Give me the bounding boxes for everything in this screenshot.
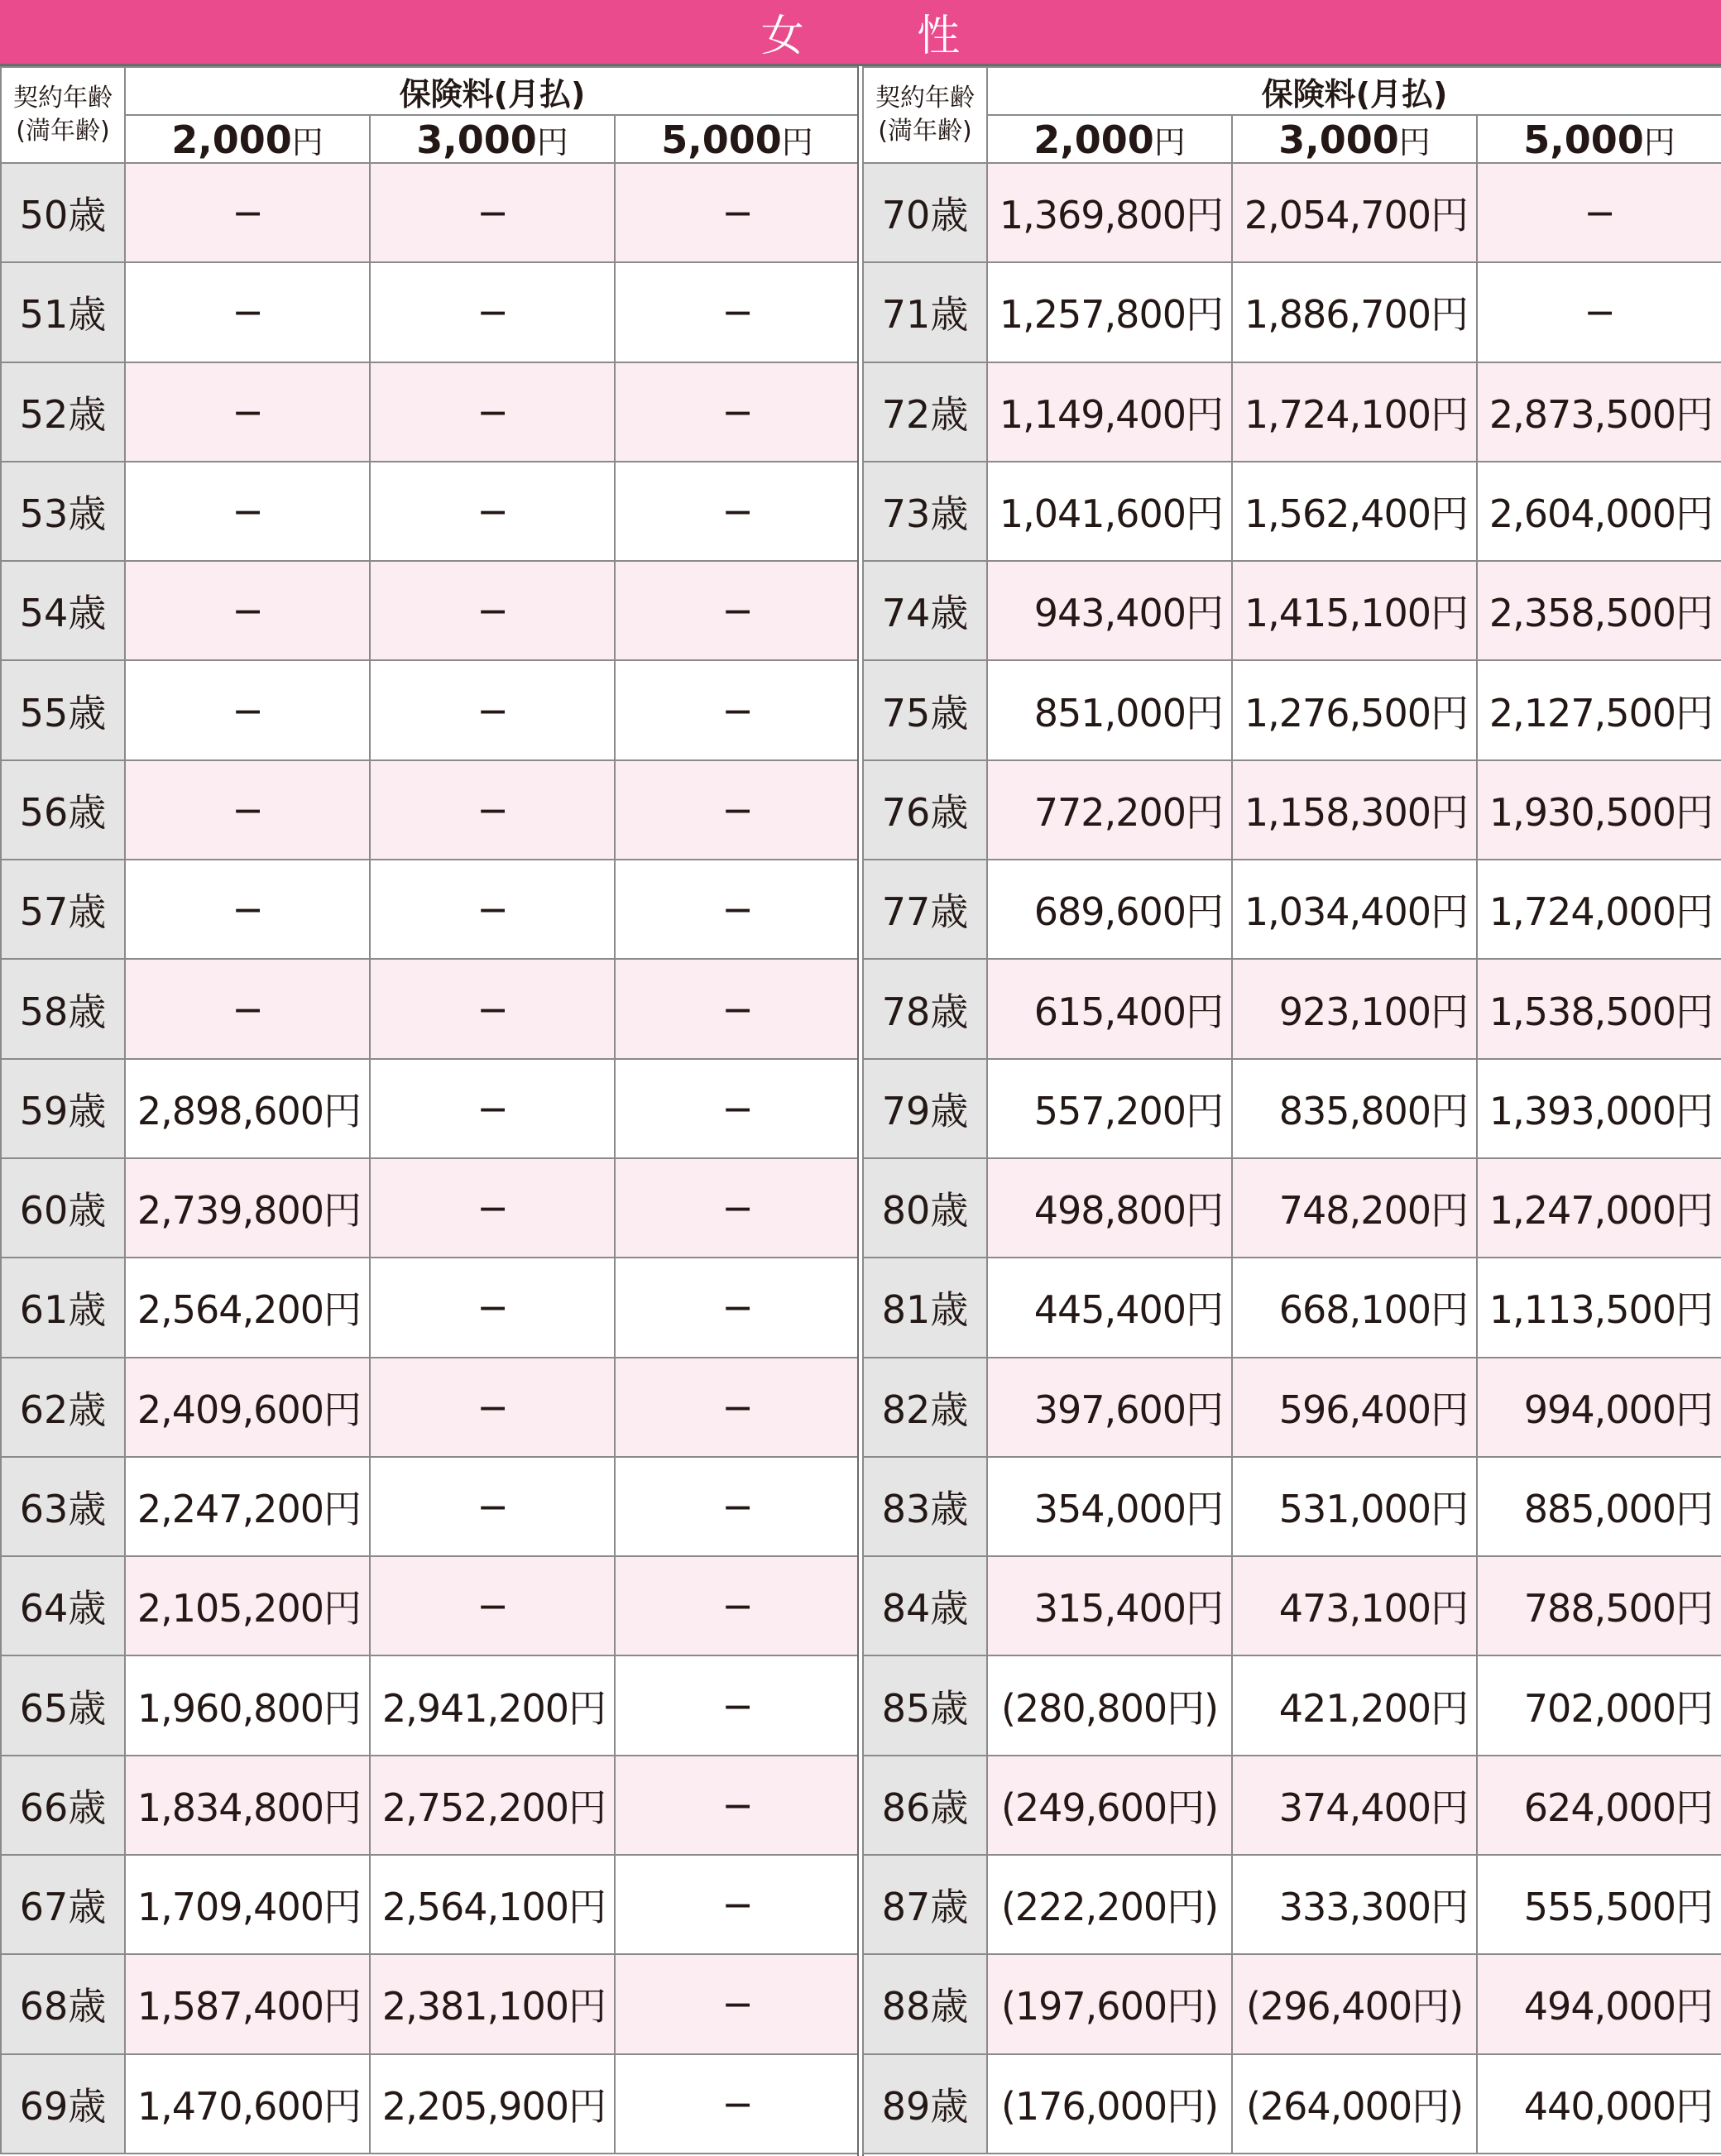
premium-value-cell: (280,800円): [987, 1655, 1232, 1755]
age-cell: 86歳: [863, 1756, 987, 1855]
table-row: [863, 462, 1721, 561]
premium-value-cell: 473,100円: [1232, 1556, 1477, 1655]
age-cell: 61歳: [1, 1258, 125, 1357]
premium-value-cell: 2,898,600円: [125, 1059, 370, 1158]
premium-value-cell: 668,100円: [1232, 1258, 1477, 1357]
premium-value-cell: 1,276,500円: [1232, 660, 1477, 759]
premium-value-cell: 1,041,600円: [987, 462, 1232, 561]
premium-value-cell: 772,200円: [987, 760, 1232, 860]
premium-value-cell: 2,564,200円: [125, 1258, 370, 1357]
amount-header-5000: 5,000円: [1477, 115, 1721, 163]
premium-value-cell: 2,873,500円: [1477, 362, 1721, 462]
premium-value-cell: −: [370, 1358, 615, 1457]
age-cell: 62歳: [1, 1358, 125, 1457]
table-row: [1, 462, 860, 561]
table-row: [863, 660, 1721, 759]
premium-value-cell: −: [125, 163, 370, 262]
age-cell: 50歳: [1, 163, 125, 262]
premium-value-cell: −: [615, 760, 860, 860]
table-row: [863, 1158, 1721, 1258]
table-row: [863, 561, 1721, 660]
premium-value-cell: 1,587,400円: [125, 1954, 370, 2053]
table-row: [1, 660, 860, 759]
premium-value-cell: 2,409,600円: [125, 1358, 370, 1457]
premium-value-cell: 1,724,100円: [1232, 362, 1477, 462]
premium-value-cell: −: [125, 860, 370, 959]
premium-value-cell: −: [615, 1756, 860, 1855]
age-cell: 59歳: [1, 1059, 125, 1158]
age-cell: 70歳: [863, 163, 987, 262]
age-cell: 57歳: [1, 860, 125, 959]
premium-value-cell: −: [370, 262, 615, 362]
premium-value-cell: 440,000円: [1477, 2054, 1721, 2154]
age-cell: 77歳: [863, 860, 987, 959]
premium-value-cell: −: [615, 462, 860, 561]
premium-value-cell: 885,000円: [1477, 1457, 1721, 1556]
age-cell: 67歳: [1, 1855, 125, 1954]
table-row: [863, 1756, 1721, 1855]
age-cell: 81歳: [863, 1258, 987, 1357]
age-cell: 83歳: [863, 1457, 987, 1556]
age-cell: 54歳: [1, 561, 125, 660]
premium-value-cell: (296,400円): [1232, 1954, 1477, 2053]
premium-column-header: 保険料(月払): [987, 67, 1721, 115]
premium-value-cell: −: [1477, 262, 1721, 362]
table-row: [863, 1556, 1721, 1655]
table-row: [863, 1855, 1721, 1954]
premium-value-cell: 851,000円: [987, 660, 1232, 759]
table-row: [863, 860, 1721, 959]
age-cell: 76歳: [863, 760, 987, 860]
table-row: [863, 1258, 1721, 1357]
age-column-header: 契約年齢 (満年齢): [863, 67, 987, 163]
premium-value-cell: 1,369,800円: [987, 163, 1232, 262]
premium-value-cell: 2,054,700円: [1232, 163, 1477, 262]
table-row: [863, 1059, 1721, 1158]
premium-value-cell: −: [615, 1158, 860, 1258]
premium-value-cell: 2,381,100円: [370, 1954, 615, 2053]
premium-value-cell: 1,393,000円: [1477, 1059, 1721, 1158]
premium-value-cell: −: [125, 362, 370, 462]
premium-value-cell: 2,739,800円: [125, 1158, 370, 1258]
age-cell: 69歳: [1, 2054, 125, 2154]
premium-value-cell: −: [615, 1655, 860, 1755]
premium-value-cell: −: [125, 959, 370, 1058]
premium-value-cell: 2,105,200円: [125, 1556, 370, 1655]
age-cell: 74歳: [863, 561, 987, 660]
table-row: [863, 1457, 1721, 1556]
age-cell: 82歳: [863, 1358, 987, 1457]
age-cell: 79歳: [863, 1059, 987, 1158]
premium-value-cell: −: [125, 561, 370, 660]
premium-value-cell: (176,000円): [987, 2054, 1232, 2154]
premium-value-cell: −: [370, 362, 615, 462]
age-cell: 88歳: [863, 1954, 987, 2053]
premium-value-cell: −: [370, 462, 615, 561]
age-cell: 58歳: [1, 959, 125, 1058]
premium-value-cell: 923,100円: [1232, 959, 1477, 1058]
table-body-right: [863, 163, 1721, 2154]
premium-value-cell: 1,415,100円: [1232, 561, 1477, 660]
premium-value-cell: 421,200円: [1232, 1655, 1477, 1755]
premium-table-right: [862, 66, 1721, 2154]
premium-value-cell: 397,600円: [987, 1358, 1232, 1457]
premium-value-cell: 315,400円: [987, 1556, 1232, 1655]
table-body-left: [1, 163, 860, 2154]
age-cell: 55歳: [1, 660, 125, 759]
table-row: [863, 1954, 1721, 2053]
age-cell: 60歳: [1, 1158, 125, 1258]
premium-value-cell: (249,600円): [987, 1756, 1232, 1855]
amount-header-2000: 2,000円: [987, 115, 1232, 163]
premium-value-cell: −: [370, 1258, 615, 1357]
premium-value-cell: −: [370, 561, 615, 660]
premium-value-cell: 2,564,100円: [370, 1855, 615, 1954]
premium-value-cell: −: [370, 760, 615, 860]
premium-value-cell: 374,400円: [1232, 1756, 1477, 1855]
table-row: [1, 262, 860, 362]
premium-value-cell: 557,200円: [987, 1059, 1232, 1158]
premium-value-cell: (264,000円): [1232, 2054, 1477, 2154]
premium-value-cell: 531,000円: [1232, 1457, 1477, 1556]
age-cell: 84歳: [863, 1556, 987, 1655]
premium-value-cell: 1,034,400円: [1232, 860, 1477, 959]
premium-value-cell: 445,400円: [987, 1258, 1232, 1357]
premium-value-cell: −: [615, 2054, 860, 2154]
premium-value-cell: −: [370, 1556, 615, 1655]
premium-value-cell: 1,562,400円: [1232, 462, 1477, 561]
table-row: [1, 1158, 860, 1258]
premium-value-cell: (197,600円): [987, 1954, 1232, 2053]
premium-value-cell: 596,400円: [1232, 1358, 1477, 1457]
premium-value-cell: 1,149,400円: [987, 362, 1232, 462]
age-cell: 80歳: [863, 1158, 987, 1258]
table-row: [1, 1059, 860, 1158]
amount-header-3000: 3,000円: [370, 115, 615, 163]
premium-value-cell: 1,538,500円: [1477, 959, 1721, 1058]
premium-value-cell: 2,941,200円: [370, 1655, 615, 1755]
premium-table-left: [0, 66, 860, 2154]
premium-value-cell: 994,000円: [1477, 1358, 1721, 1457]
premium-value-cell: −: [370, 1158, 615, 1258]
premium-value-cell: 835,800円: [1232, 1059, 1477, 1158]
premium-value-cell: −: [615, 959, 860, 1058]
premium-value-cell: 788,500円: [1477, 1556, 1721, 1655]
premium-value-cell: −: [615, 1855, 860, 1954]
table-row: [1, 1457, 860, 1556]
premium-value-cell: −: [370, 163, 615, 262]
premium-value-cell: −: [615, 1358, 860, 1457]
premium-value-cell: 615,400円: [987, 959, 1232, 1058]
age-cell: 72歳: [863, 362, 987, 462]
table-row: [863, 2054, 1721, 2154]
table-row: [1, 362, 860, 462]
table-row: [1, 1556, 860, 1655]
table-row: [863, 362, 1721, 462]
premium-value-cell: 1,470,600円: [125, 2054, 370, 2154]
premium-value-cell: 2,752,200円: [370, 1756, 615, 1855]
premium-value-cell: −: [125, 760, 370, 860]
amount-header-5000: 5,000円: [615, 115, 860, 163]
age-column-header: 契約年齢 (満年齢): [1, 67, 125, 163]
amount-header-2000: 2,000円: [125, 115, 370, 163]
premium-value-cell: 2,604,000円: [1477, 462, 1721, 561]
premium-value-cell: 498,800円: [987, 1158, 1232, 1258]
age-cell: 53歳: [1, 462, 125, 561]
premium-value-cell: 1,709,400円: [125, 1855, 370, 1954]
premium-value-cell: 748,200円: [1232, 1158, 1477, 1258]
premium-value-cell: −: [1477, 163, 1721, 262]
age-cell: 89歳: [863, 2054, 987, 2154]
premium-value-cell: 943,400円: [987, 561, 1232, 660]
premium-value-cell: 2,205,900円: [370, 2054, 615, 2154]
premium-value-cell: 494,000円: [1477, 1954, 1721, 2053]
premium-column-header: 保険料(月払): [125, 67, 860, 115]
table-row: [1, 860, 860, 959]
premium-value-cell: 1,886,700円: [1232, 262, 1477, 362]
premium-value-cell: −: [615, 660, 860, 759]
premium-value-cell: −: [370, 959, 615, 1058]
age-cell: 64歳: [1, 1556, 125, 1655]
age-cell: 66歳: [1, 1756, 125, 1855]
premium-value-cell: 1,930,500円: [1477, 760, 1721, 860]
premium-value-cell: 333,300円: [1232, 1855, 1477, 1954]
table-row: [1, 561, 860, 660]
table-row: [1, 760, 860, 860]
premium-value-cell: −: [615, 1258, 860, 1357]
table-row: [863, 1655, 1721, 1755]
table-row: [1, 1655, 860, 1755]
premium-value-cell: 1,724,000円: [1477, 860, 1721, 959]
premium-value-cell: −: [615, 1556, 860, 1655]
age-cell: 56歳: [1, 760, 125, 860]
premium-value-cell: 1,247,000円: [1477, 1158, 1721, 1258]
table-row: [863, 1358, 1721, 1457]
premium-value-cell: −: [370, 660, 615, 759]
amount-header-3000: 3,000円: [1232, 115, 1477, 163]
premium-value-cell: −: [370, 1457, 615, 1556]
premium-value-cell: 555,500円: [1477, 1855, 1721, 1954]
premium-value-cell: 624,000円: [1477, 1756, 1721, 1855]
table-row: [863, 959, 1721, 1058]
premium-value-cell: 1,113,500円: [1477, 1258, 1721, 1357]
table-row: [1, 1756, 860, 1855]
age-cell: 75歳: [863, 660, 987, 759]
age-cell: 51歳: [1, 262, 125, 362]
age-cell: 68歳: [1, 1954, 125, 2053]
table-row: [863, 262, 1721, 362]
premium-value-cell: (222,200円): [987, 1855, 1232, 1954]
gender-title: 女 性: [760, 12, 1010, 61]
premium-value-cell: −: [615, 163, 860, 262]
premium-value-cell: −: [370, 860, 615, 959]
premium-value-cell: 354,000円: [987, 1457, 1232, 1556]
premium-value-cell: −: [615, 1457, 860, 1556]
age-cell: 71歳: [863, 262, 987, 362]
age-cell: 65歳: [1, 1655, 125, 1755]
premium-value-cell: 1,834,800円: [125, 1756, 370, 1855]
table-row: [863, 760, 1721, 860]
premium-value-cell: 702,000円: [1477, 1655, 1721, 1755]
premium-value-cell: −: [615, 362, 860, 462]
premium-value-cell: 2,358,500円: [1477, 561, 1721, 660]
table-row: [1, 1855, 860, 1954]
premium-value-cell: −: [125, 262, 370, 362]
premium-value-cell: −: [370, 1059, 615, 1158]
premium-value-cell: 2,247,200円: [125, 1457, 370, 1556]
premium-value-cell: 1,960,800円: [125, 1655, 370, 1755]
table-row: [1, 1258, 860, 1357]
age-cell: 63歳: [1, 1457, 125, 1556]
premium-value-cell: −: [615, 262, 860, 362]
premium-value-cell: 1,158,300円: [1232, 760, 1477, 860]
premium-value-cell: −: [615, 860, 860, 959]
age-cell: 87歳: [863, 1855, 987, 1954]
premium-value-cell: 2,127,500円: [1477, 660, 1721, 759]
age-cell: 73歳: [863, 462, 987, 561]
premium-value-cell: −: [125, 660, 370, 759]
table-row: [1, 1358, 860, 1457]
age-cell: 78歳: [863, 959, 987, 1058]
age-cell: 85歳: [863, 1655, 987, 1755]
table-row: [1, 2054, 860, 2154]
table-row: [863, 163, 1721, 262]
premium-value-cell: −: [615, 1954, 860, 2053]
age-cell: 52歳: [1, 362, 125, 462]
premium-value-cell: −: [615, 561, 860, 660]
premium-value-cell: 689,600円: [987, 860, 1232, 959]
table-row: [1, 959, 860, 1058]
premium-value-cell: −: [615, 1059, 860, 1158]
premium-value-cell: 1,257,800円: [987, 262, 1232, 362]
table-row: [1, 163, 860, 262]
table-row: [1, 1954, 860, 2053]
premium-value-cell: −: [125, 462, 370, 561]
gender-title-bar: [0, 0, 1721, 66]
